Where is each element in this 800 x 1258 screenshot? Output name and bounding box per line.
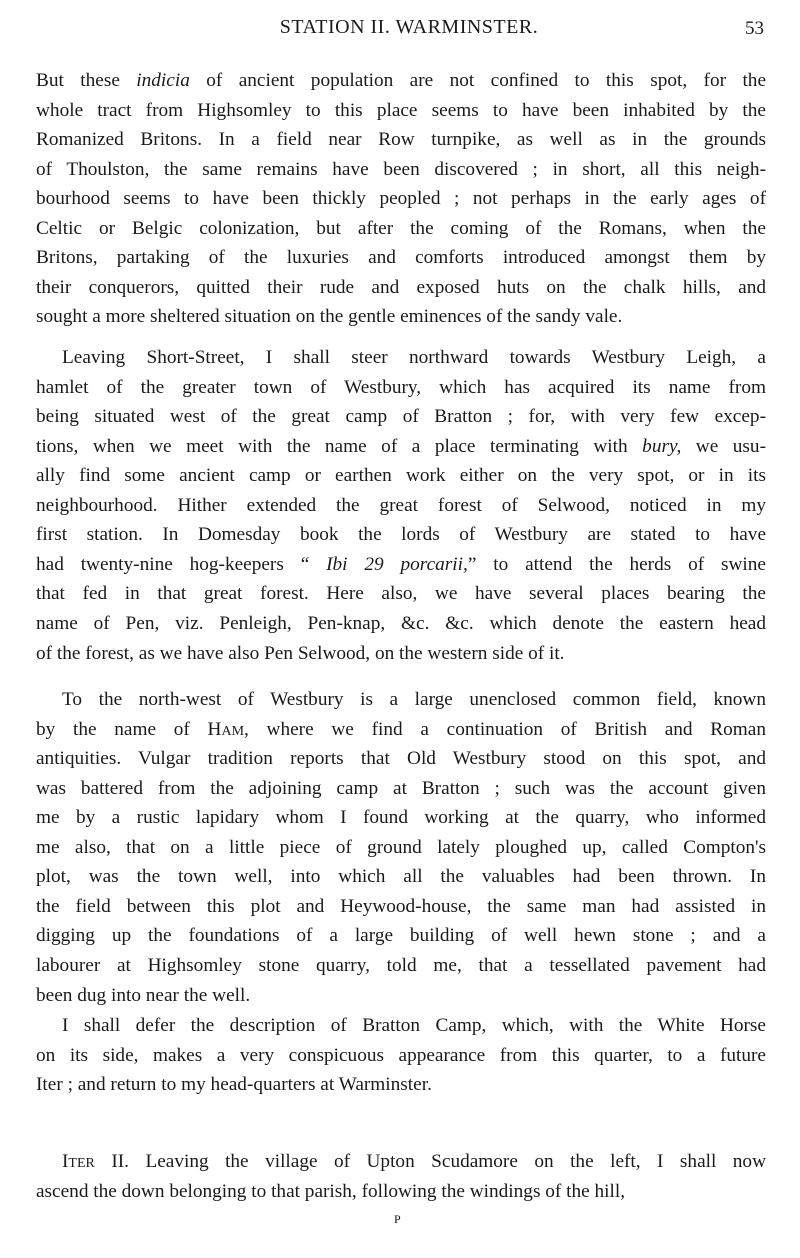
text-line — [36, 892, 766, 922]
text-segment: of Thoulston, the same remains have been discovered ; in short, all this neigh- — [36, 158, 766, 180]
text-segment: labourer at Highsomley stone quarry, told me, that a tessellated pavement had — [36, 954, 766, 976]
text-segment: Iter ; and return to my head-quarters at Warminster. — [36, 1074, 432, 1096]
text-segment: , where we find a continuation of British and Roman — [244, 718, 766, 740]
text-segment: To the north-west of Westbury is a large unenclosed common field, known — [62, 689, 766, 710]
text-line — [36, 1041, 766, 1071]
text-segment: of ancient population are not confined to this spot, for the — [189, 70, 766, 91]
italic-text: bury, — [642, 435, 682, 457]
text-line — [36, 833, 766, 863]
text-line — [36, 125, 766, 155]
text-line — [36, 951, 766, 981]
text-line — [36, 66, 766, 96]
italic-text: Ibi 29 porcarii, — [326, 553, 468, 575]
text-line — [36, 432, 766, 462]
text-segment: had twenty-nine hog-keepers “ — [36, 553, 327, 575]
text-line — [36, 402, 766, 432]
signature-mark: P — [394, 1212, 401, 1226]
text-segment: But these — [36, 70, 137, 91]
text-line — [36, 579, 766, 609]
text-line — [36, 609, 766, 639]
text-segment: Leaving Short-Street, I shall steer northward towards Westbury Leigh, a — [62, 347, 766, 368]
text-segment: antiquities. Vulgar tradition reports that Old Westbury stood on this spot, and — [36, 748, 766, 770]
text-line — [36, 774, 766, 804]
text-segment: ascend the down belonging to that parish, following the windings of the hill, — [36, 1180, 626, 1202]
text-segment: by the name of — [36, 718, 208, 740]
text-segment: Britons, partaking of the luxuries and comforts introduced amongst them by — [36, 247, 766, 269]
small-caps-text: Iter — [62, 1151, 95, 1172]
text-segment: ” to attend the herds of swine — [467, 553, 766, 575]
running-head-title: STATION II. WARMINSTER. — [279, 16, 539, 38]
text-segment: of the forest, as we have also Pen Selwood, on the western side of it. — [36, 642, 565, 664]
text-segment: I shall defer the description of Bratton Camp, which, with the White Horse — [62, 1015, 766, 1036]
text-segment: name of Pen, viz. Penleigh, Pen-knap, &c. &c. which denote the eastern head — [36, 612, 766, 634]
text-line — [36, 461, 766, 491]
text-segment: first station. In Domesday book the lords of Westbury are stated to have — [36, 524, 766, 546]
text-line — [36, 520, 766, 550]
text-line — [36, 96, 766, 126]
text-segment: their conquerors, quitted their rude and exposed huts on the chalk hills, and — [36, 276, 766, 298]
text-segment: been dug into near the well. — [36, 984, 251, 1006]
text-line — [36, 1177, 766, 1207]
text-segment: digging up the foundations of a large building of well hewn stone ; and a — [36, 925, 766, 947]
text-segment: sought a more sheltered situation on the gentle eminences of the sandy vale. — [36, 306, 623, 328]
text-line — [36, 273, 766, 303]
text-line — [36, 921, 766, 951]
text-line — [36, 744, 766, 774]
text-segment: II. Leaving the village of Upton Scudamore on the left, I shall now — [94, 1151, 766, 1172]
text-line — [36, 184, 766, 214]
text-segment: Celtic or Belgic colonization, but after the coming of the Romans, when the — [36, 217, 766, 239]
text-line — [36, 862, 766, 892]
text-line — [36, 155, 766, 185]
text-line — [62, 1011, 766, 1041]
text-segment: me by a rustic lapidary whom I found working at the quarry, who informed — [36, 807, 766, 829]
text-line — [36, 981, 766, 1011]
text-segment: plot, was the town well, into which all the valuables had been thrown. In — [36, 866, 766, 888]
text-segment: Romanized Britons. In a field near Row turnpike, as well as in the grounds — [36, 129, 766, 151]
text-segment: whole tract from Highsomley to this place seems to have been inhabited by the — [36, 99, 766, 121]
text-line — [36, 491, 766, 521]
text-line — [36, 639, 766, 669]
text-line — [62, 1147, 766, 1177]
page-number: 53 — [745, 18, 764, 39]
text-segment: was battered from the adjoining camp at Bratton ; such was the account given — [36, 777, 766, 799]
text-segment: neighbourhood. Hither extended the great forest of Selwood, noticed in my — [36, 494, 766, 516]
text-line — [36, 803, 766, 833]
text-line — [36, 550, 766, 580]
text-segment: me also, that on a little piece of ground lately ploughed up, called Compton's — [36, 836, 766, 858]
text-segment: hamlet of the greater town of Westbury, which has acquired its name from — [36, 376, 766, 398]
text-segment: we usu- — [681, 435, 766, 457]
text-line — [36, 214, 766, 244]
text-segment: on its side, makes a very conspicuous appearance from this quarter, to a future — [36, 1044, 766, 1066]
small-caps-text: Ham — [207, 718, 245, 740]
text-line — [62, 343, 766, 373]
text-segment: ally find some ancient camp or earthen work either on the very spot, or in its — [36, 465, 766, 487]
text-line — [62, 685, 766, 715]
italic-text: indicia — [136, 70, 190, 91]
text-segment: being situated west of the great camp of Bratton ; for, with very few excep- — [36, 406, 766, 428]
text-segment: tions, when we meet with the name of a place terminating with — [36, 435, 643, 457]
text-line — [36, 715, 766, 745]
text-segment: the field between this plot and Heywood-house, the same man had assisted in — [36, 895, 766, 917]
text-line — [36, 373, 766, 403]
text-segment: bourhood seems to have been thickly peopled ; not perhaps in the early ages of — [36, 188, 766, 210]
running-head — [0, 14, 800, 48]
text-line — [36, 243, 766, 273]
text-line — [36, 1070, 766, 1100]
text-line — [36, 302, 766, 332]
text-segment: that fed in that great forest. Here also, we have several places bearing the — [36, 583, 766, 605]
